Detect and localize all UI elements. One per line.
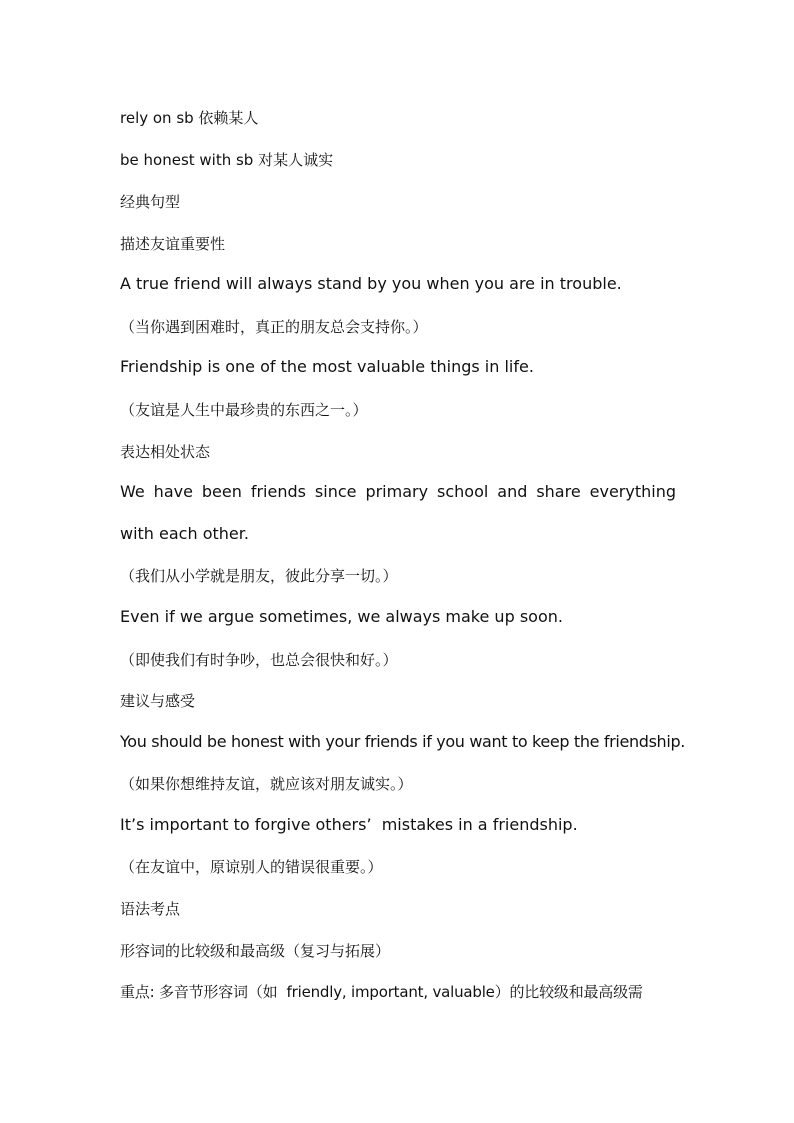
sentence-zh: （如果你想维持友谊，就应该对朋友诚实。） xyxy=(120,775,413,793)
sentence-zh: （我们从小学就是朋友，彼此分享一切。） xyxy=(120,567,398,585)
sentence-zh: （当你遇到困难时，真正的朋友总会支持你。） xyxy=(120,318,428,336)
sentence-en: We have been friends since primary school and share everything with each other. xyxy=(120,482,676,543)
group-heading-relationship: 表达相处状态 xyxy=(120,443,211,461)
section-title: 经典句型 xyxy=(120,193,181,211)
grammar-title: 语法考点 xyxy=(120,900,181,918)
sentence-en: A true friend will always stand by you when you are in trouble. xyxy=(120,274,622,293)
sentence-en: Even if we argue sometimes, we always make up soon. xyxy=(120,607,563,626)
sentence-en: It’s important to forgive others’ mistakes in a friendship. xyxy=(120,815,578,834)
grammar-subtitle: 形容词的比较级和最高级（复习与拓展） xyxy=(120,942,391,960)
group-heading-advice: 建议与感受 xyxy=(120,692,196,710)
sentence-zh: （在友谊中，原谅别人的错误很重要。） xyxy=(120,858,383,876)
group-heading-importance: 描述友谊重要性 xyxy=(120,235,226,253)
sentence-en: You should be honest with your friends if you want to keep the friendship. xyxy=(120,732,685,751)
sentence-zh: （即使我们有时争吵，也总会很快和好。） xyxy=(120,651,398,669)
vocab-rely-on: rely on sb 依赖某人 xyxy=(120,109,259,127)
vocab-be-honest: be honest with sb 对某人诚实 xyxy=(120,151,334,169)
sentence-en: Friendship is one of the most valuable things in life. xyxy=(120,357,534,376)
sentence-zh: （友谊是人生中最珍贵的东西之一。） xyxy=(120,401,368,419)
grammar-note: 重点: 多音节形容词（如 friendly, important, valuable）的比较级和最高级需 xyxy=(120,983,643,1001)
